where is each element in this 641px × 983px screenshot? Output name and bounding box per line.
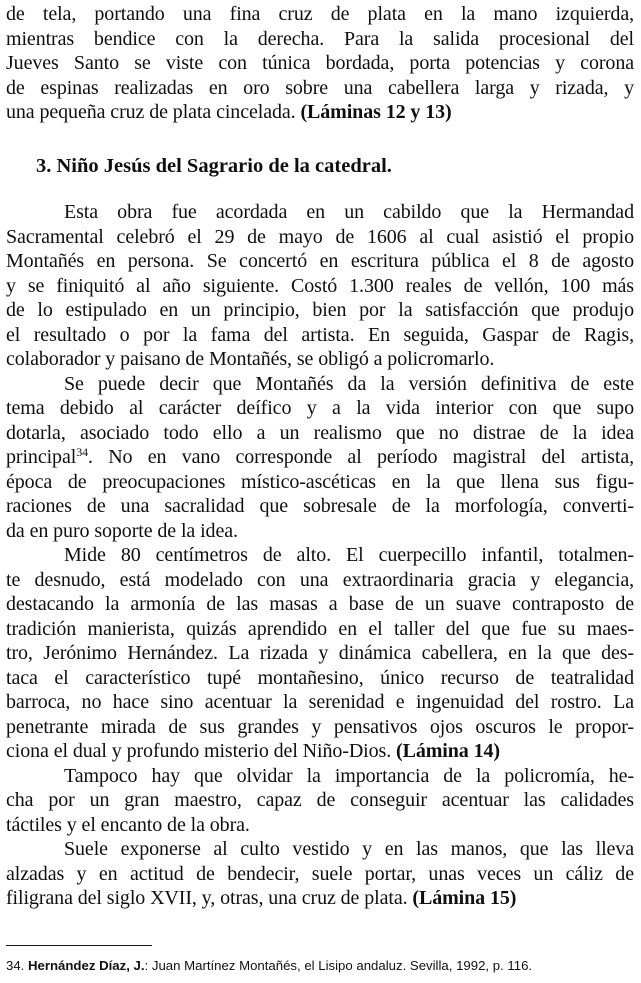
text-line: Suele exponerse al culto vestido y en las manos, que las lleva <box>64 838 634 860</box>
footnote <box>6 958 532 973</box>
text-line: y se finiquitó al año siguiente. Costó 1.300 reales de vellón, 100 más <box>6 274 634 297</box>
text-line: de tela, portando una fina cruz de plata en la mano izquierda, <box>6 3 634 25</box>
footnote-number: 34. <box>6 958 28 973</box>
text-line <box>6 739 634 764</box>
plate-reference: (Lámina 14) <box>396 740 500 762</box>
plate-reference: (Lámina 15) <box>412 887 517 909</box>
text-run: principal <box>6 446 77 468</box>
text-run: ciona el dual y profundo misterio del Niño-Dios. <box>6 740 397 762</box>
text-run: filigrana del siglo XVII, y, otras, una cruz de plata. <box>6 887 413 909</box>
text-line <box>6 445 634 470</box>
text-line: te desnudo, está modelado con una extraordinaria gracia y elegancia, <box>6 568 634 591</box>
text-line: Tampoco hay que olvidar la importancia de la policromía, he- <box>64 764 634 787</box>
section-heading: 3. Niño Jesús del Sagrario de la catedral. <box>36 155 392 177</box>
text-line: raciones de una sacralidad que sobresale de la morfología, converti- <box>6 495 634 517</box>
text-line: Jueves Santo se viste con túnica bordada, porta potencias y corona <box>6 52 634 74</box>
text-line: tema debido al carácter deífico y a la vida interior con que supo <box>6 397 634 419</box>
text-line: dotarla, asociado todo ello a un realismo que no distrae de la idea <box>6 421 634 444</box>
text-line: Se puede decir que Montañés da la versión definitiva de este <box>64 372 634 395</box>
text-line: Sacramental celebró el 29 de mayo de 1606 al cual asistió el propio <box>6 225 634 248</box>
text-line: Esta obra fue acordada en un cabildo que la Hermandad <box>64 201 634 223</box>
text-line: barroca, no hace sino acentuar la serenidad e ingenuidad del rostro. La <box>6 691 634 713</box>
text-line: da en puro soporte de la idea. <box>6 519 238 542</box>
text-line: tradición manierista, quizás aprendido en el taller del que fue su maes- <box>6 617 634 640</box>
text-line: Mide 80 centímetros de alto. El cuerpecillo infantil, totalmen- <box>64 544 634 566</box>
text-line: mientras bendice con la derecha. Para la salida procesional del <box>6 27 634 50</box>
footnote-author: Hernández Díaz, J. <box>28 958 145 973</box>
footnote-text: : Juan Martínez Montañés, el Lisipo andaluz. Sevilla, 1992, p. 116. <box>144 958 533 973</box>
text-line: taca el característico tupé montañesino, único recurso de teatralidad <box>6 666 634 689</box>
paragraph <box>6 200 634 911</box>
text-line: cha por un gran maestro, capaz de conseguir acentuar las calidades <box>6 789 634 811</box>
text-line: Montañés en persona. Se concertó en escritura pública el 8 de agosto <box>6 250 634 272</box>
footnote-marker[interactable]: 34 <box>76 445 88 459</box>
text-line: de espinas realizadas en oro sobre una cabellera larga y rizada, y <box>6 76 634 99</box>
text-line: destacando la armonía de las masas a base de un suave contraposto de <box>6 593 634 615</box>
text-line: colaborador y paisano de Montañés, se obligó a policromarlo. <box>6 348 495 370</box>
text-line: táctiles y el encanto de la obra. <box>6 813 250 836</box>
footnote-divider <box>6 945 152 946</box>
text-run: una pequeña cruz de plata cincelada. <box>6 101 301 123</box>
text-line: el resultado o por la fama del artista. En seguida, Gaspar de Ragis, <box>6 323 634 346</box>
text-line <box>6 886 634 911</box>
text-line: tro, Jerónimo Hernández. La rizada y dinámica cabellera, en la que des- <box>6 642 634 664</box>
text-run: . No en vano corresponde al período magistral del artista, <box>88 446 634 468</box>
text-line <box>6 100 634 125</box>
text-line: de lo estipulado en un principio, bien por la satisfacción que produjo <box>6 299 634 321</box>
text-line: alzadas y en actitud de bendecir, suele portar, unas veces un cáliz de <box>6 862 634 885</box>
paragraph-continuation <box>6 2 634 125</box>
text-line: época de preocupaciones místico-ascéticas en la que llena sus figu- <box>6 470 634 493</box>
plate-reference: (Láminas 12 y 13) <box>300 101 452 123</box>
text-line: penetrante mirada de sus grandes y pensativos ojos oscuros le propor- <box>6 715 634 738</box>
